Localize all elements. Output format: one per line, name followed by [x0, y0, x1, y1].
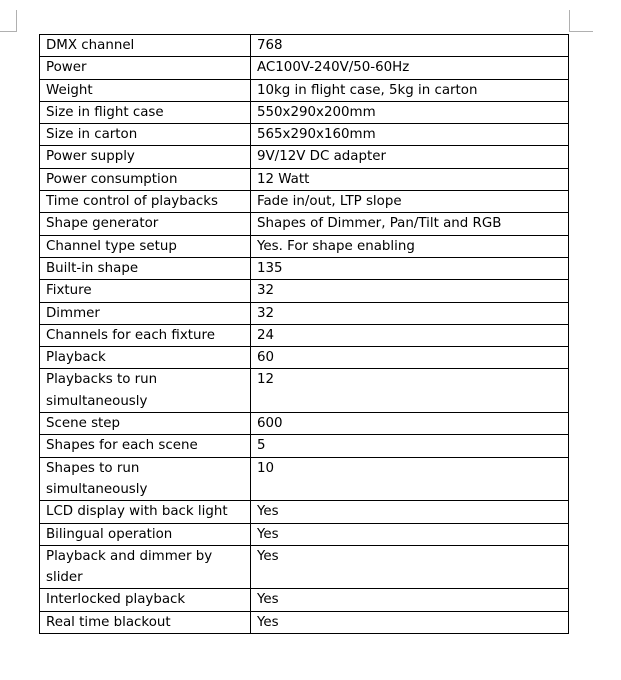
spec-label: Real time blackout	[40, 611, 251, 633]
spec-value: Yes	[251, 501, 569, 523]
spec-label: Shape generator	[40, 213, 251, 235]
spec-value: Yes	[251, 523, 569, 545]
table-row	[40, 611, 569, 633]
spec-value: 12	[251, 369, 569, 413]
spec-value: Fade in/out, LTP slope	[251, 191, 569, 213]
spec-value: 565x290x160mm	[251, 124, 569, 146]
spec-value: 9V/12V DC adapter	[251, 146, 569, 168]
spec-label: LCD display with back light	[40, 501, 251, 523]
spec-label: Power	[40, 57, 251, 79]
spec-value: Yes	[251, 589, 569, 611]
spec-label: Weight	[40, 79, 251, 101]
spec-label: Shapes to run simultaneously	[40, 457, 251, 501]
spec-label: Built-in shape	[40, 257, 251, 279]
table-row	[40, 257, 569, 279]
spec-value: 768	[251, 35, 569, 57]
spec-label: Scene step	[40, 413, 251, 435]
spec-label: Shapes for each scene	[40, 435, 251, 457]
table-row	[40, 35, 569, 57]
spec-value: 60	[251, 347, 569, 369]
spec-label: Size in flight case	[40, 101, 251, 123]
table-row	[40, 589, 569, 611]
spec-value: Yes	[251, 545, 569, 589]
table-row	[40, 124, 569, 146]
spec-value: 32	[251, 280, 569, 302]
page-corner-mark-top-right	[569, 31, 593, 32]
page-corner-mark-top-left	[0, 31, 17, 32]
spec-value: 32	[251, 302, 569, 324]
table-row	[40, 235, 569, 257]
spec-label: Playback and dimmer by slider	[40, 545, 251, 589]
table-row	[40, 545, 569, 589]
spec-value: AC100V-240V/50-60Hz	[251, 57, 569, 79]
spec-value: Yes	[251, 611, 569, 633]
spec-label: Playback	[40, 347, 251, 369]
spec-value: 10kg in flight case, 5kg in carton	[251, 79, 569, 101]
table-row	[40, 347, 569, 369]
spec-label: Channels for each fixture	[40, 324, 251, 346]
spec-label: Dimmer	[40, 302, 251, 324]
table-row	[40, 213, 569, 235]
table-row	[40, 57, 569, 79]
spec-label: Bilingual operation	[40, 523, 251, 545]
table-row	[40, 191, 569, 213]
spec-label: Power supply	[40, 146, 251, 168]
page-corner-mark-top-left	[16, 10, 17, 32]
spec-value: 5	[251, 435, 569, 457]
spec-label: Power consumption	[40, 168, 251, 190]
spec-value: 10	[251, 457, 569, 501]
table-row	[40, 324, 569, 346]
spec-value: 12 Watt	[251, 168, 569, 190]
specifications-table	[39, 34, 569, 634]
table-row	[40, 79, 569, 101]
spec-value: 24	[251, 324, 569, 346]
table-row	[40, 302, 569, 324]
spec-label: Channel type setup	[40, 235, 251, 257]
table-row	[40, 501, 569, 523]
spec-label: Playbacks to run simultaneously	[40, 369, 251, 413]
table-row	[40, 101, 569, 123]
spec-value: 550x290x200mm	[251, 101, 569, 123]
table-row	[40, 435, 569, 457]
table-row	[40, 369, 569, 413]
spec-label: Fixture	[40, 280, 251, 302]
spec-value: 135	[251, 257, 569, 279]
table-row	[40, 523, 569, 545]
spec-label: DMX channel	[40, 35, 251, 57]
table-row	[40, 413, 569, 435]
spec-value: Yes. For shape enabling	[251, 235, 569, 257]
spec-value: 600	[251, 413, 569, 435]
spec-label: Time control of playbacks	[40, 191, 251, 213]
table-row	[40, 457, 569, 501]
page-corner-mark-top-right	[569, 10, 570, 32]
spec-label: Size in carton	[40, 124, 251, 146]
spec-label: Interlocked playback	[40, 589, 251, 611]
spec-value: Shapes of Dimmer, Pan/Tilt and RGB	[251, 213, 569, 235]
table-row	[40, 168, 569, 190]
table-row	[40, 280, 569, 302]
table-row	[40, 146, 569, 168]
